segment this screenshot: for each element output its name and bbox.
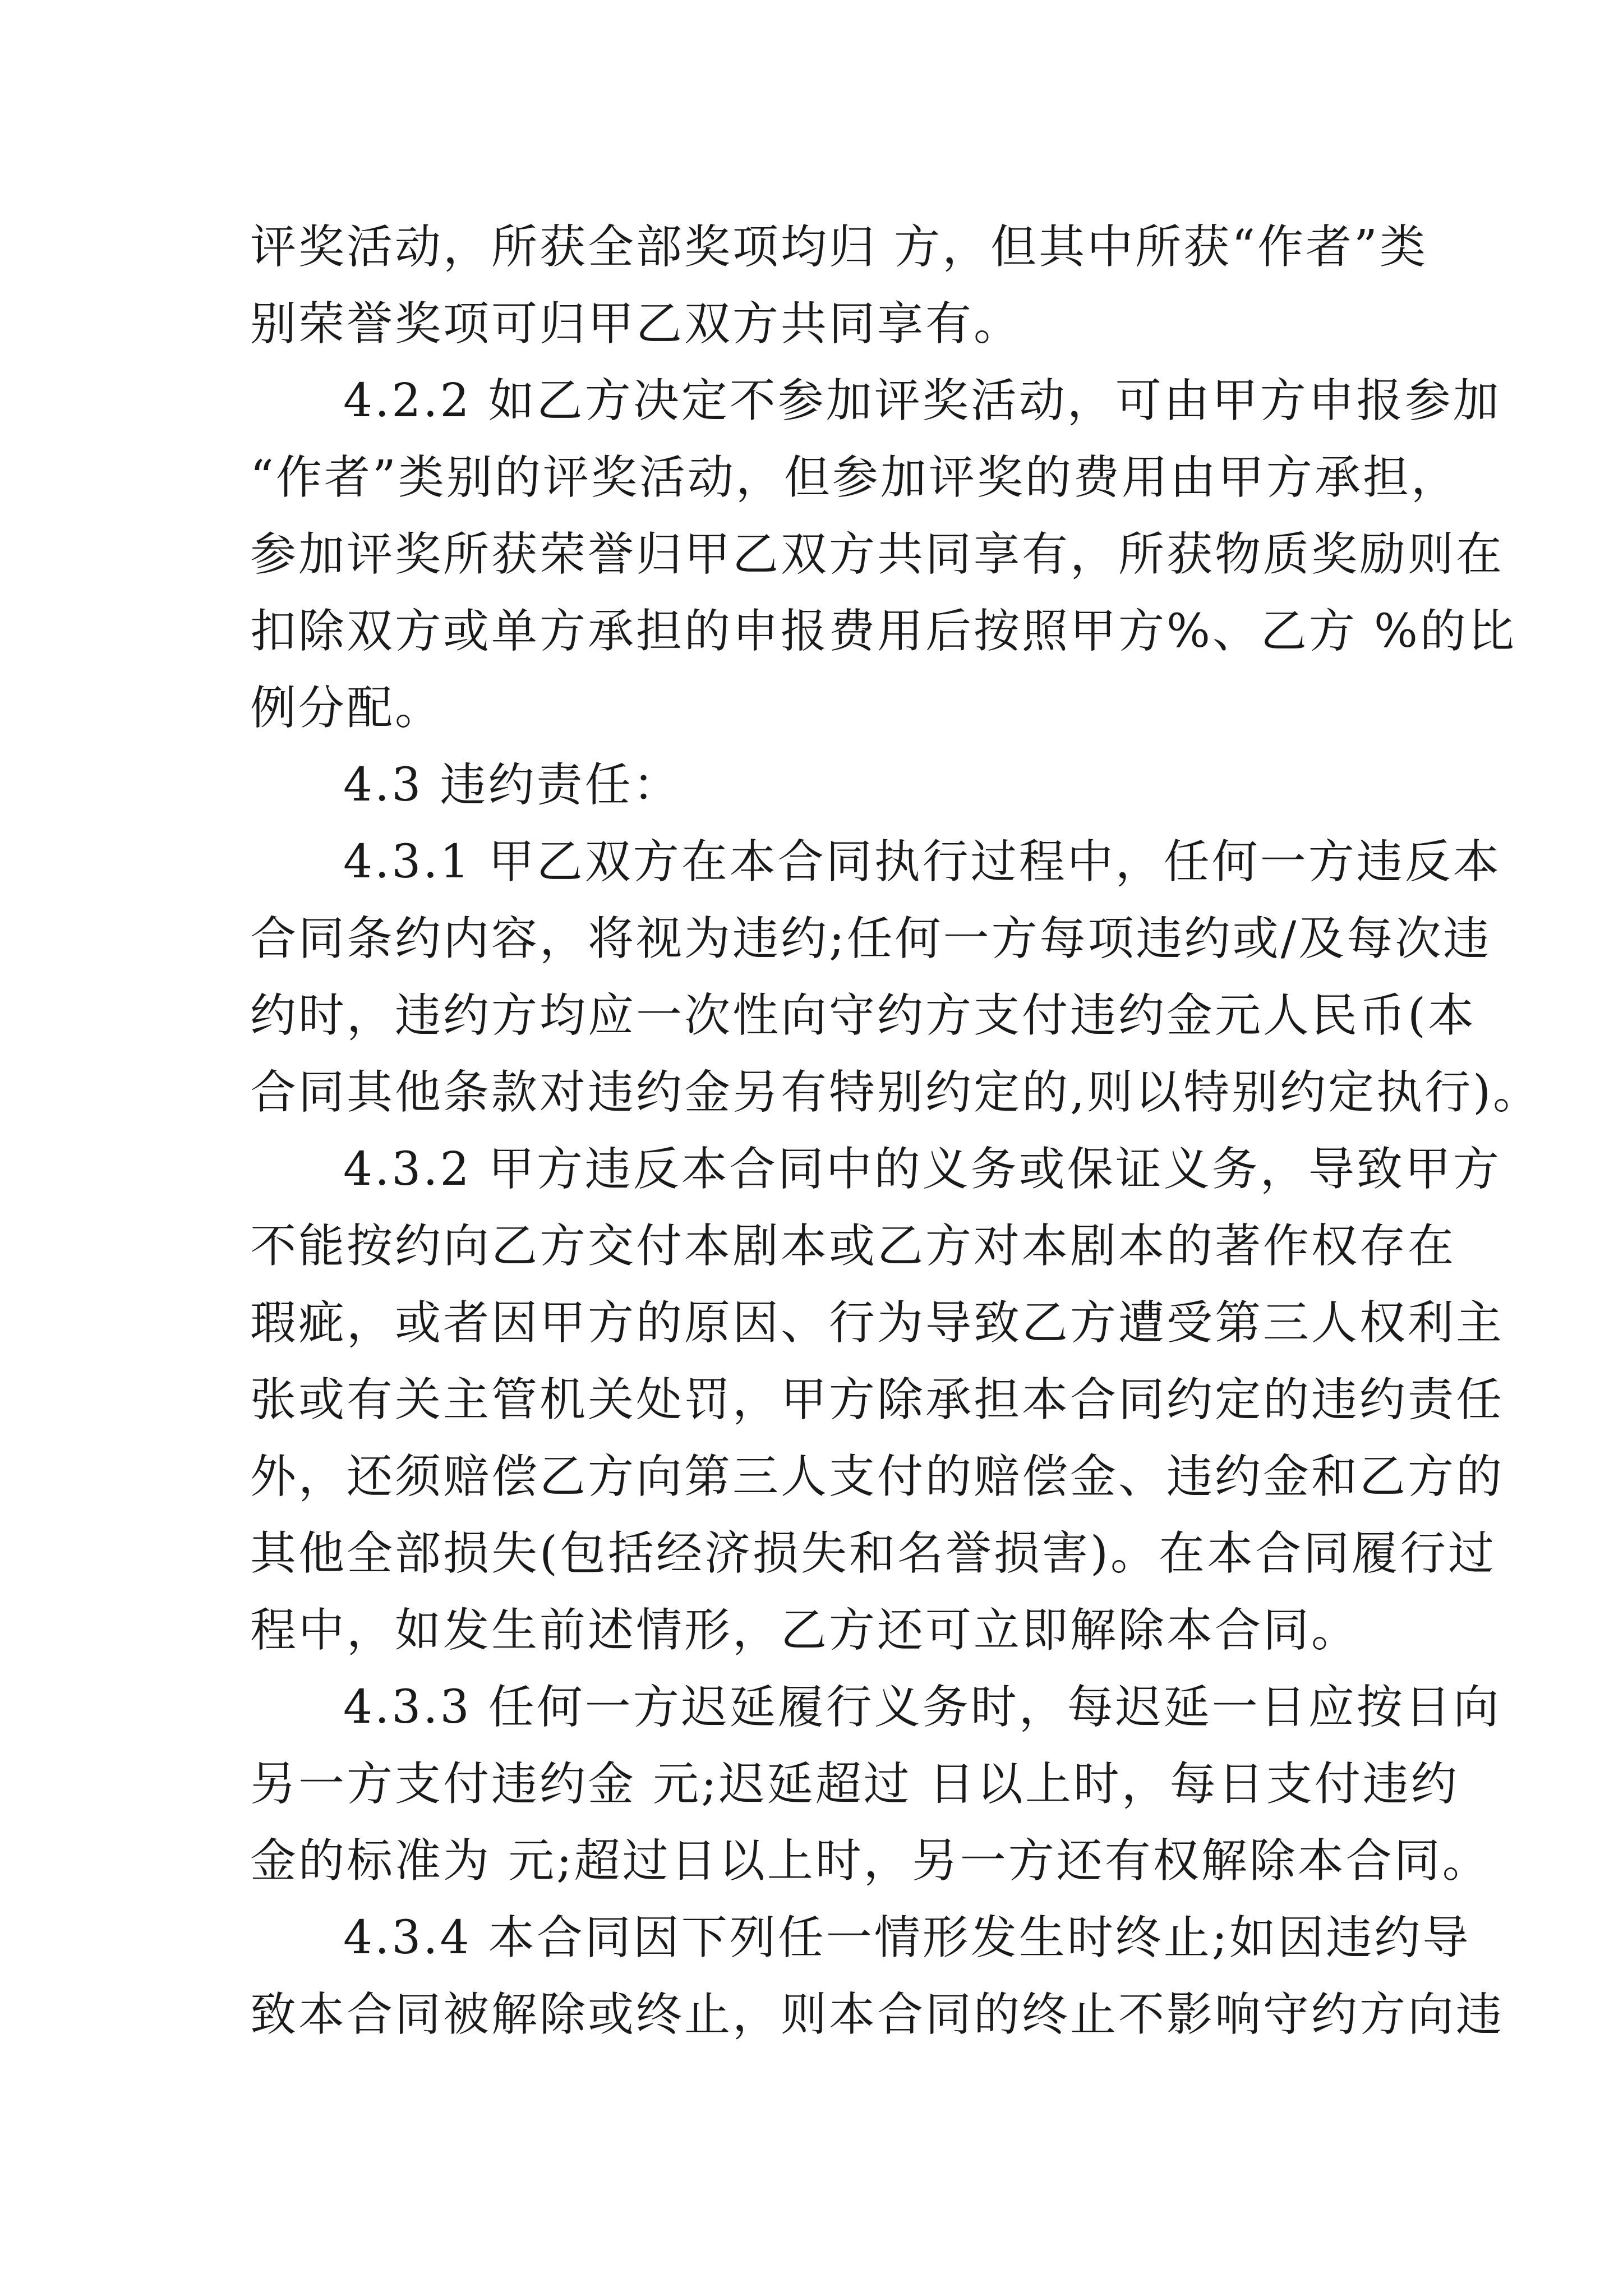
text-line: 致本合同被解除或终止，则本合同的终止不影响守约方向违 bbox=[250, 1988, 1505, 2041]
text-line: 合同其他条款对违约金另有特别约定的,则以特别约定执行)。 bbox=[250, 1066, 1542, 1119]
text-line: “作者”类别的评奖活动，但参加评奖的费用由甲方承担， bbox=[250, 451, 1459, 504]
text-line: 另一方支付违约金 元;迟延超过 日以上时，每日支付违约 bbox=[250, 1757, 1459, 1811]
document-body bbox=[250, 209, 1542, 2053]
text-line: 张或有关主管机关处罚，甲方除承担本合同约定的违约责任 bbox=[250, 1373, 1505, 1427]
text-line: 合同条约内容，将视为违约;任何一方每项违约或/及每次违 bbox=[250, 912, 1492, 965]
text-line: 例分配。 bbox=[250, 682, 444, 735]
text-line: 其他全部损失(包括经济损失和名誉损害)。在本合同履行过 bbox=[250, 1527, 1496, 1580]
clause-line: 4.3.3 任何一方迟延履行义务时，每迟延一日应按日向 bbox=[343, 1681, 1501, 1734]
text-line: 评奖活动，所获全部奖项均归 方，但其中所获“作者”类 bbox=[250, 220, 1428, 274]
text-line: 约时，违约方均应一次性向守约方支付违约金元人民币(本 bbox=[250, 989, 1476, 1042]
text-line: 参加评奖所获荣誉归甲乙双方共同享有，所获物质奖励则在 bbox=[250, 528, 1505, 581]
clause-line: 4.3.1 甲乙双方在本合同执行过程中，任何一方违反本 bbox=[343, 835, 1501, 889]
clause-line: 4.2.2 如乙方决定不参加评奖活动，可由甲方申报参加 bbox=[343, 374, 1501, 427]
text-line: 扣除双方或单方承担的申报费用后按照甲方%、乙方 %的比 bbox=[250, 605, 1516, 658]
text-line: 程中，如发生前述情形，乙方还可立即解除本合同。 bbox=[250, 1604, 1360, 1657]
text-line: 别荣誉奖项可归甲乙双方共同享有。 bbox=[250, 297, 1022, 351]
text-line: 不能按约向乙方交付本剧本或乙方对本剧本的著作权存在 bbox=[250, 1220, 1456, 1273]
text-line: 外，还须赔偿乙方向第三人支付的赔偿金、违约金和乙方的 bbox=[250, 1450, 1505, 1503]
clause-line: 4.3.4 本合同因下列任一情形发生时终止;如因违约导 bbox=[343, 1911, 1471, 1964]
section-heading: 4.3 违约责任： bbox=[343, 758, 681, 812]
text-line: 金的标准为 元;超过日以上时，另一方还有权解除本合同。 bbox=[250, 1834, 1491, 1888]
clause-line: 4.3.2 甲方违反本合同中的义务或保证义务，导致甲方 bbox=[343, 1143, 1501, 1196]
text-line: 瑕疵，或者因甲方的原因、行为导致乙方遭受第三人权利主 bbox=[250, 1296, 1505, 1350]
